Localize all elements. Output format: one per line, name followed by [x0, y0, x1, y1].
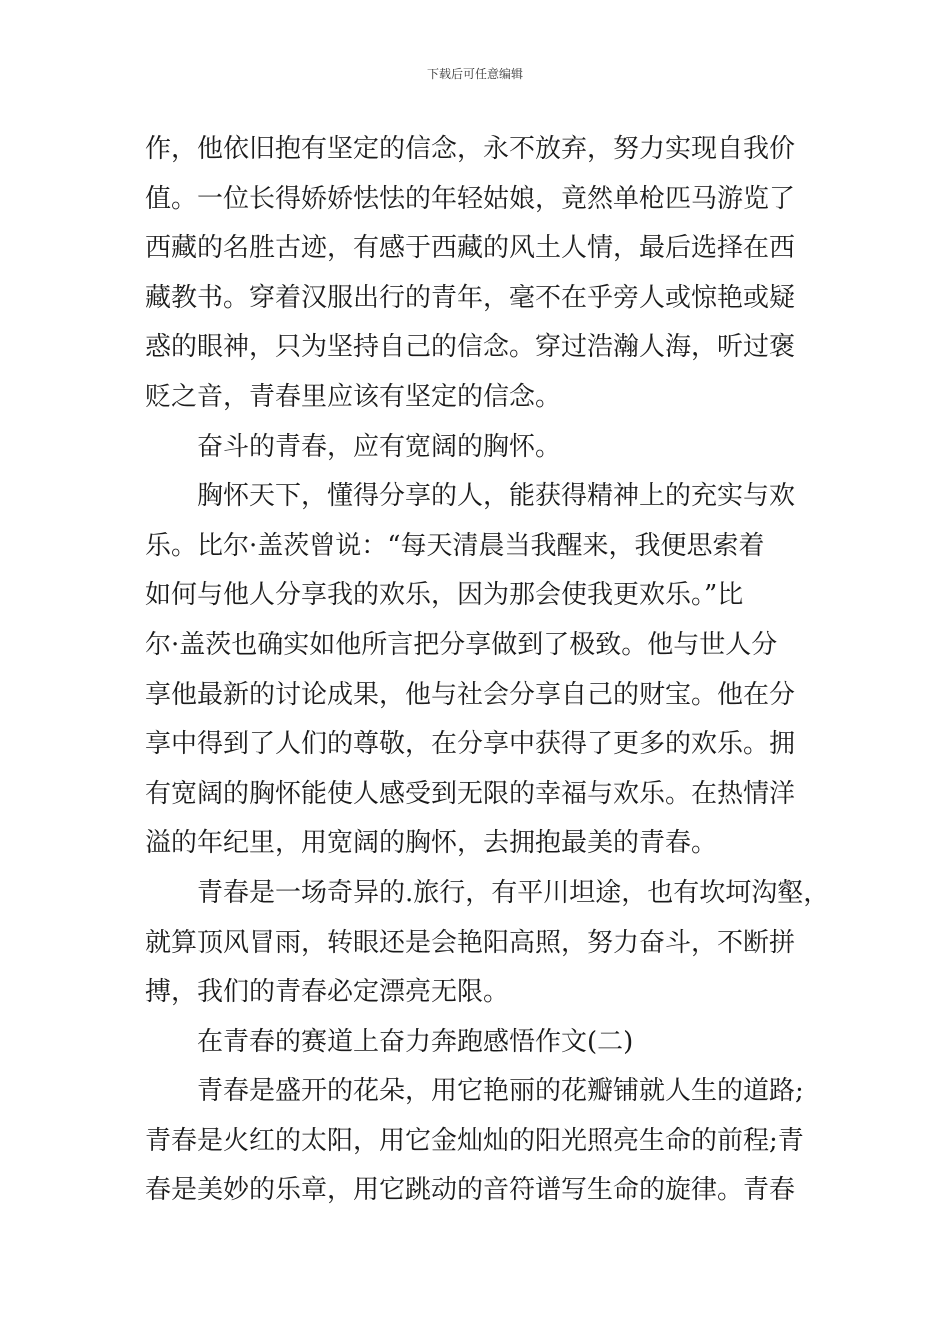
text-line: 溢的年纪里，用宽阔的胸怀，去拥抱最美的青春。 — [145, 828, 718, 859]
text-line: 值。一位长得娇娇怯怯的年轻姑娘，竟然单枪匹马游览了 — [145, 183, 796, 214]
text-line: 有宽阔的胸怀能使人感受到无限的幸福与欢乐。在热情洋 — [145, 778, 796, 809]
text-line: 西藏的名胜古迹，有感于西藏的风土人情，最后选择在西 — [145, 233, 796, 264]
text-line: 藏教书。穿着汉服出行的青年，毫不在乎旁人或惊艳或疑 — [145, 282, 796, 313]
text-line: 尔·盖茨也确实如他所言把分享做到了极致。他与世人分 — [145, 629, 778, 660]
text-line: 作，他依旧抱有坚定的信念，永不放弃，努力实现自我价 — [145, 134, 796, 164]
text-line: 春是美妙的乐章，用它跳动的音符谱写生命的旋律。青春 — [145, 1175, 796, 1206]
text-line: 胸怀天下，懂得分享的人，能获得精神上的充实与欢 — [197, 481, 796, 512]
text-line: 如何与他人分享我的欢乐，因为那会使我更欢乐。”比 — [145, 580, 744, 611]
page-header: 下载后可任意编辑 — [426, 67, 523, 81]
text-line: 青春是盛开的花朵，用它艳丽的花瓣铺就人生的道路; — [197, 1076, 804, 1107]
text-line: 贬之音，青春里应该有坚定的信念。 — [145, 381, 562, 412]
text-line: 乐。比尔·盖茨曾说：“每天清晨当我醒来，我便思索着 — [145, 530, 765, 561]
article-body — [145, 125, 830, 1216]
text-line: 惑的眼神，只为坚持自己的信念。穿过浩瀚人海，听过褒 — [145, 332, 796, 363]
text-line: 搏，我们的青春必定漂亮无限。 — [145, 977, 510, 1008]
text-line: 青春是一场奇异的.旅行，有平川坦途，也有坎坷沟壑， — [197, 877, 830, 908]
text-line: 享中得到了人们的尊敬，在分享中获得了更多的欢乐。拥 — [145, 729, 796, 760]
text-line: 享他最新的讨论成果，他与社会分享自己的财宝。他在分 — [145, 679, 796, 710]
text-line: 奋斗的青春，应有宽阔的胸怀。 — [197, 431, 562, 462]
text-line: 就算顶风冒雨，转眼还是会艳阳高照，努力奋斗，不断拼 — [145, 927, 796, 958]
text-line: 青春是火红的太阳，用它金灿灿的阳光照亮生命的前程;青 — [145, 1125, 804, 1156]
section-title: 在青春的赛道上奋力奔跑感悟作文(二) — [197, 1026, 634, 1057]
